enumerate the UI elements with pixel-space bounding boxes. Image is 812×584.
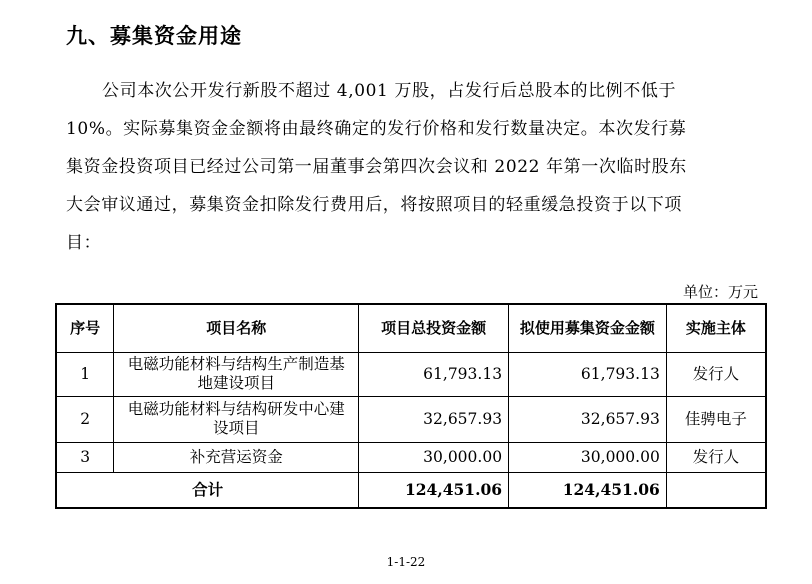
header-cell-total: 项目总投资金额	[359, 304, 509, 352]
cell-entity: 发行人	[666, 352, 766, 396]
paragraph-line: 公司本次公开发行新股不超过 4,001 万股，占发行后总股本的比例不低于	[102, 81, 677, 101]
cell-total: 61,793.13	[359, 352, 509, 396]
table-total-row	[56, 472, 766, 508]
paragraph-line: 集资金投资项目已经过公司第一届董事会第四次会议和 2022 年第一次临时股东	[66, 157, 687, 177]
total-amount: 124,451.06	[359, 472, 509, 508]
paragraph-line: 目：	[66, 233, 102, 253]
header-cell-name: 项目名称	[114, 304, 359, 352]
cell-total: 30,000.00	[359, 442, 509, 472]
cell-entity: 发行人	[666, 442, 766, 472]
header-cell-raised: 拟使用募集资金金额	[509, 304, 667, 352]
cell-no: 1	[56, 352, 114, 396]
section-heading: 九、募集资金用途	[66, 24, 242, 48]
table-row	[56, 352, 766, 396]
paragraph-line: 大会审议通过，募集资金扣除发行费用后，将按照项目的轻重缓急投资于以下项	[66, 195, 682, 215]
cell-name: 电磁功能材料与结构生产制造基地建设项目	[114, 352, 359, 396]
table-header-row	[56, 304, 766, 352]
unit-label: 单位：万元	[682, 283, 758, 301]
cell-raised: 61,793.13	[509, 352, 667, 396]
cell-name: 补充营运资金	[114, 442, 359, 472]
body-paragraph	[66, 72, 760, 262]
fund-usage-table	[55, 303, 767, 509]
page-number: 1-1-22	[386, 555, 426, 569]
table-row	[56, 396, 766, 442]
total-raised: 124,451.06	[509, 472, 667, 508]
paragraph-line: 10%。实际募集资金金额将由最终确定的发行价格和发行数量决定。本次发行募	[66, 119, 687, 139]
total-entity	[666, 472, 766, 508]
cell-raised: 30,000.00	[509, 442, 667, 472]
cell-entity: 佳骋电子	[666, 396, 766, 442]
cell-no: 3	[56, 442, 114, 472]
header-cell-entity: 实施主体	[666, 304, 766, 352]
cell-total: 32,657.93	[359, 396, 509, 442]
cell-raised: 32,657.93	[509, 396, 667, 442]
cell-no: 2	[56, 396, 114, 442]
table-row	[56, 442, 766, 472]
cell-name: 电磁功能材料与结构研发中心建设项目	[114, 396, 359, 442]
total-label: 合计	[56, 472, 359, 508]
header-cell-no: 序号	[56, 304, 114, 352]
